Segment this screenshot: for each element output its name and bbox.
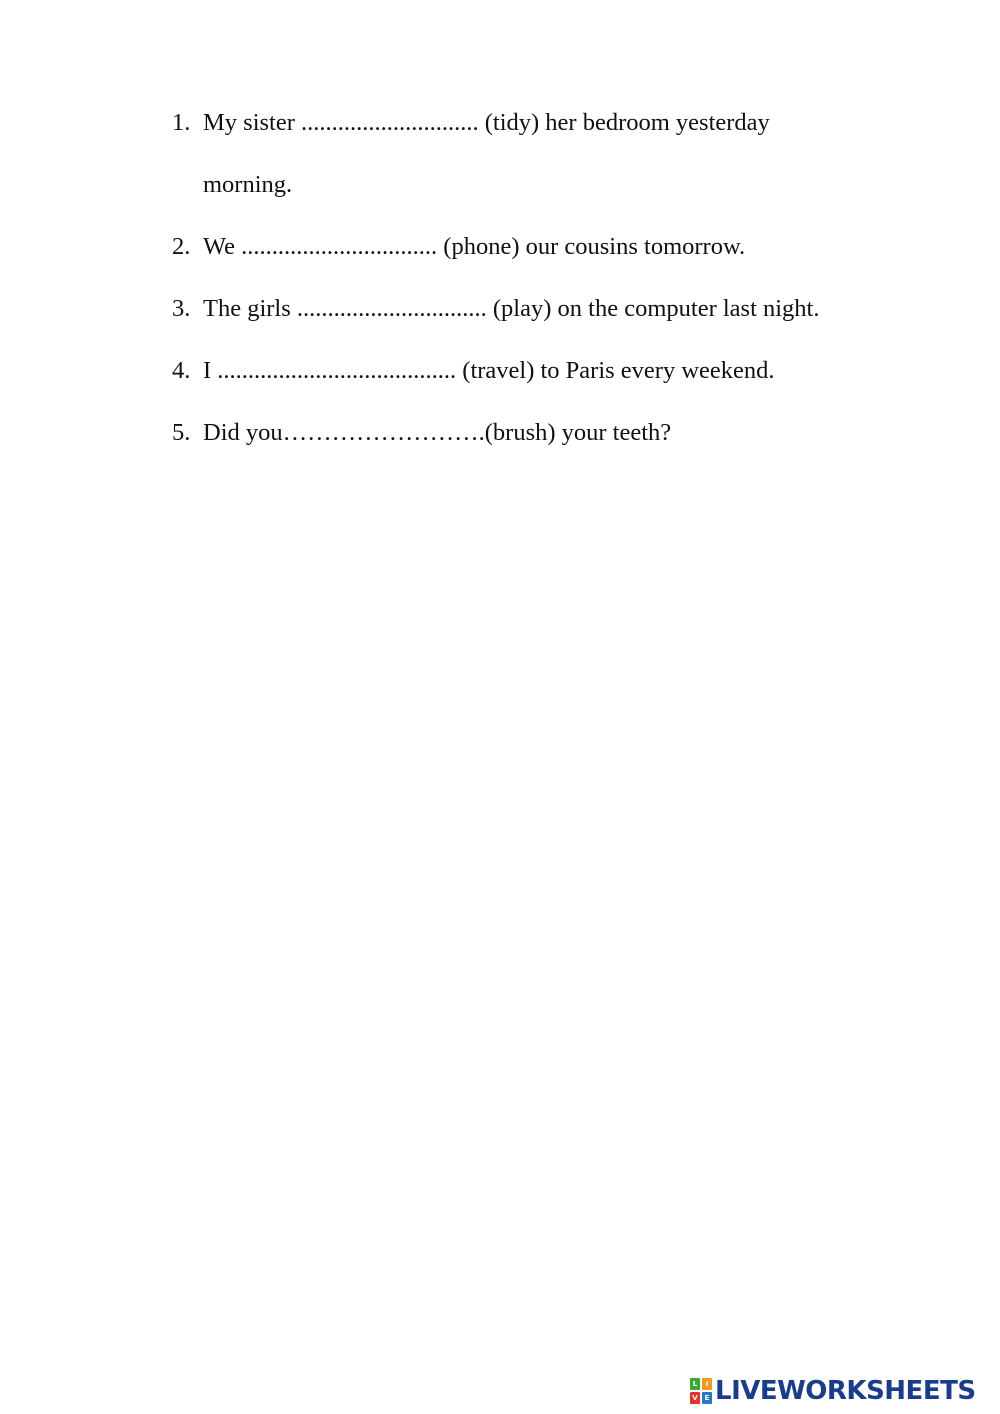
logo-tile-1: L [690,1378,700,1390]
item-text-line-2: morning. [203,171,293,198]
liveworksheets-logo-icon [690,1378,712,1404]
exercise-item-1 [172,92,932,216]
exercise-item-2 [172,216,932,278]
exercise-list [172,92,932,464]
liveworksheets-brand [690,1374,976,1408]
exercise-item-4 [172,340,932,402]
item-text: Did you…………………….(brush) your teeth? [203,419,672,446]
logo-tile-2: I [702,1378,712,1390]
item-number: 3. [172,295,191,322]
item-number: 4. [172,357,191,384]
item-text: We ................................ (phone) our cousins tomorrow. [203,233,746,260]
item-text: The girls ............................... (play) on the computer last night. [203,295,820,322]
item-number: 1. [172,109,191,136]
item-number: 2. [172,233,191,260]
logo-tile-3: V [690,1392,700,1404]
brand-wordmark: LIVEWORKSHEETS [715,1376,976,1406]
exercise-item-5 [172,402,932,464]
item-text-line-1: My sister ............................. (tidy) her bedroom yesterday [203,109,770,136]
item-text [203,92,770,216]
logo-tile-4: E [702,1392,712,1404]
exercise-item-3 [172,278,932,340]
item-text: I ....................................... (travel) to Paris every weekend. [203,357,775,384]
item-number: 5. [172,419,191,446]
